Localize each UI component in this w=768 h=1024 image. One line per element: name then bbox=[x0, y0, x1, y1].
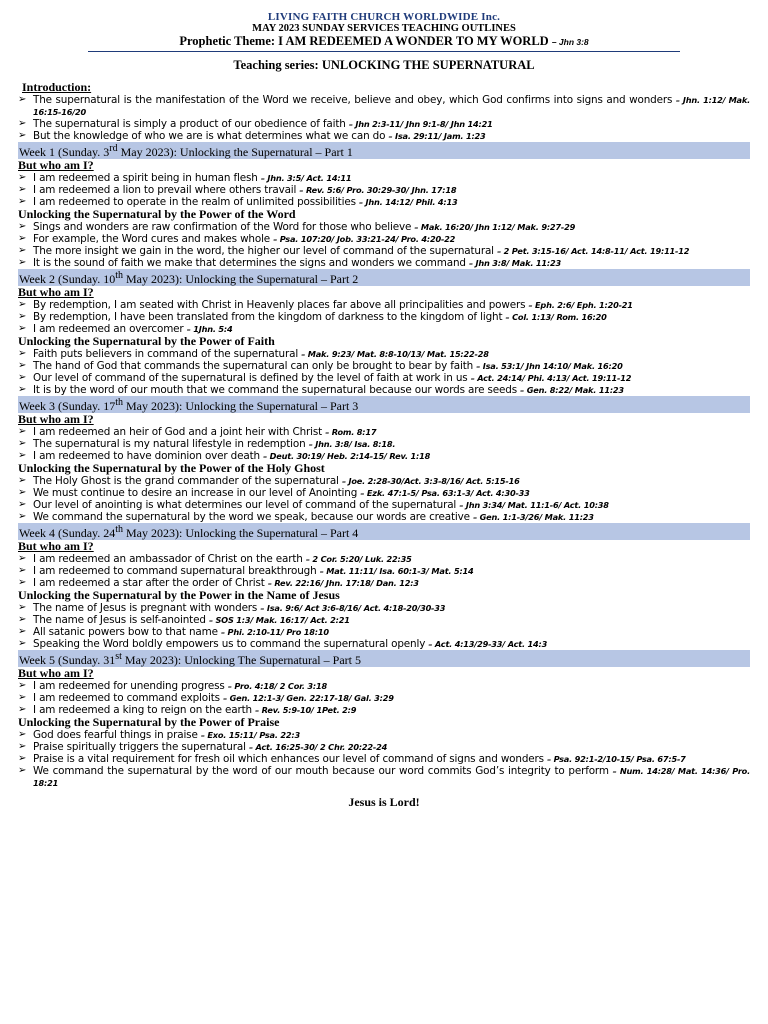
arrow-bullet-icon: ➢ bbox=[18, 729, 27, 740]
week-day-suffix: th bbox=[115, 397, 124, 408]
bullet-text bbox=[33, 94, 750, 118]
scripture-reference: – Isa. 9:6/ Act 3:6-8/16/ Act. 4:18-20/30-33 bbox=[260, 603, 446, 613]
bullet-statement: The Holy Ghost is the grand commander of the supernatural bbox=[33, 475, 339, 487]
bullet-item bbox=[18, 372, 750, 384]
week-heading-start: Week 3 (Sunday. 17 bbox=[19, 399, 116, 413]
bullet-statement: For example, the Word cures and makes whole bbox=[33, 233, 271, 245]
theme-text: I AM REDEEMED A WONDER TO MY WORLD bbox=[278, 34, 549, 48]
bullet-text bbox=[33, 614, 750, 626]
bullet-statement: I am redeemed an ambassador of Christ on the earth bbox=[33, 553, 303, 565]
arrow-bullet-icon: ➢ bbox=[18, 172, 27, 183]
arrow-bullet-icon: ➢ bbox=[18, 311, 27, 322]
bullet-text bbox=[33, 729, 750, 741]
bullet-text bbox=[33, 384, 750, 396]
arrow-bullet-icon: ➢ bbox=[18, 692, 27, 703]
bullet-item bbox=[18, 311, 750, 323]
bullet-statement: Our level of anointing is what determines our level of command of the supernatural bbox=[33, 499, 457, 511]
bullet-text bbox=[33, 233, 750, 245]
bullet-item bbox=[18, 348, 750, 360]
bullet-statement: But the knowledge of who we are is what determines what we can do bbox=[33, 130, 386, 142]
section-heading: Unlocking the Supernatural by the Power of the Holy Ghost bbox=[18, 461, 325, 475]
week-heading-start: Week 2 (Sunday. 10 bbox=[19, 272, 116, 286]
scripture-reference: – 1Jhn. 5:4 bbox=[186, 324, 233, 334]
bullet-text bbox=[33, 487, 750, 499]
theme-reference: – Jhn 3:8 bbox=[551, 37, 589, 47]
bullet-item bbox=[18, 511, 750, 523]
scripture-reference: – Gen. 8:22/ Mak. 11:23 bbox=[520, 385, 624, 395]
bullet-statement: The supernatural is my natural lifestyle in redemption bbox=[33, 438, 306, 450]
scripture-reference: – Phi. 2:10-11/ Pro 18:10 bbox=[221, 627, 329, 637]
scripture-reference: – SOS 1:3/ Mak. 16:17/ Act. 2:21 bbox=[208, 615, 350, 625]
bullet-text bbox=[33, 299, 750, 311]
bullet-text bbox=[33, 184, 750, 196]
bullet-statement: The supernatural is simply a product of our obedience of faith bbox=[33, 118, 346, 130]
bullet-text bbox=[33, 741, 750, 753]
scripture-reference: – 2 Pet. 3:15-16/ Act. 14:8-11/ Act. 19:11-12 bbox=[497, 246, 690, 256]
bullet-text bbox=[33, 765, 750, 789]
bullet-text bbox=[33, 553, 750, 565]
week-day-suffix: th bbox=[115, 524, 124, 535]
document-subtitle: MAY 2023 SUNDAY SERVICES TEACHING OUTLINES bbox=[252, 23, 516, 34]
bullet-statement: I am redeemed to operate in the realm of unlimited possibilities bbox=[33, 196, 356, 208]
bullet-item bbox=[18, 729, 750, 741]
bullet-item bbox=[18, 692, 750, 704]
arrow-bullet-icon: ➢ bbox=[18, 118, 27, 129]
bullet-statement: All satanic powers bow to that name bbox=[33, 626, 218, 638]
arrow-bullet-icon: ➢ bbox=[18, 704, 27, 715]
introduction-heading: Introduction: bbox=[22, 80, 92, 94]
arrow-bullet-icon: ➢ bbox=[18, 614, 27, 625]
weeks-container bbox=[18, 142, 750, 789]
week-heading-start: Week 5 (Sunday. 31 bbox=[19, 653, 116, 667]
scripture-reference: – Jhn. 3:5/ Act. 14:11 bbox=[260, 173, 352, 183]
bullet-statement: I am redeemed to command exploits bbox=[33, 692, 220, 704]
scripture-reference: – Eph. 2:6/ Eph. 1:20-21 bbox=[528, 300, 633, 310]
scripture-reference: – Rev. 5:6/ Pro. 30:29-30/ Jhn. 17:18 bbox=[299, 185, 457, 195]
bullet-item bbox=[18, 614, 750, 626]
section-heading: Unlocking the Supernatural by the Power of Faith bbox=[18, 334, 275, 348]
teaching-outline-page bbox=[18, 12, 750, 810]
bullet-statement: I am redeemed a lion to prevail where others travail bbox=[33, 184, 297, 196]
arrow-bullet-icon: ➢ bbox=[18, 257, 27, 268]
scripture-reference: – Psa. 107:20/ Job. 33:21-24/ Pro. 4:20-22 bbox=[273, 234, 456, 244]
bullet-text bbox=[33, 475, 750, 487]
bullet-text bbox=[33, 118, 750, 130]
who-am-i-heading: But who am I? bbox=[18, 666, 94, 680]
scripture-reference: – Deut. 30:19/ Heb. 2:14-15/ Rev. 1:18 bbox=[263, 451, 431, 461]
scripture-reference: – Act. 16:25-30/ 2 Chr. 20:22-24 bbox=[248, 742, 388, 752]
bullet-item bbox=[18, 680, 750, 692]
scripture-reference: – Num. 14:28/ Mat. 14:36/ Pro. 18:21 bbox=[33, 766, 751, 788]
arrow-bullet-icon: ➢ bbox=[18, 196, 27, 207]
bullet-statement: I am redeemed a king to reign on the earth bbox=[33, 704, 252, 716]
week-heading-start: Week 4 (Sunday. 24 bbox=[19, 526, 116, 540]
arrow-bullet-icon: ➢ bbox=[18, 372, 27, 383]
bullet-statement: Speaking the Word boldly empowers us to command the supernatural openly bbox=[33, 638, 426, 650]
bullet-item bbox=[18, 741, 750, 753]
bullet-statement: The name of Jesus is pregnant with wonders bbox=[33, 602, 258, 614]
scripture-reference: – Act. 24:14/ Phi. 4:13/ Act. 19:11-12 bbox=[470, 373, 632, 383]
bullet-item bbox=[18, 438, 750, 450]
bullet-item bbox=[18, 233, 750, 245]
scripture-reference: – Act. 4:13/29-33/ Act. 14:3 bbox=[428, 639, 548, 649]
bullet-item bbox=[18, 130, 750, 142]
bullet-text bbox=[33, 565, 750, 577]
week-heading bbox=[18, 523, 750, 540]
section-heading: Unlocking the Supernatural by the Power of the Word bbox=[18, 207, 296, 221]
bullet-text bbox=[33, 172, 750, 184]
scripture-reference: – Mak. 16:20/ Jhn 1:12/ Mak. 9:27-29 bbox=[414, 222, 576, 232]
bullet-text bbox=[33, 499, 750, 511]
scripture-reference: – Jhn. 3:8/ Isa. 8:18. bbox=[308, 439, 396, 449]
scripture-reference: – 2 Cor. 5:20/ Luk. 22:35 bbox=[305, 554, 412, 564]
bullet-statement: It is the sound of faith we make that determines the signs and wonders we command bbox=[33, 257, 466, 269]
week-heading-end: May 2023): Unlocking The Supernatural – Part 5 bbox=[121, 653, 361, 667]
arrow-bullet-icon: ➢ bbox=[18, 487, 27, 498]
teaching-series bbox=[18, 58, 750, 73]
arrow-bullet-icon: ➢ bbox=[18, 475, 27, 486]
arrow-bullet-icon: ➢ bbox=[18, 384, 27, 395]
bullet-text bbox=[33, 245, 750, 257]
bullet-item bbox=[18, 626, 750, 638]
bullet-statement: I am redeemed a spirit being in human flesh bbox=[33, 172, 258, 184]
scripture-reference: – Isa. 29:11/ Jam. 1:23 bbox=[388, 131, 486, 141]
bullet-item bbox=[18, 499, 750, 511]
bullet-statement: I am redeemed a star after the order of Christ bbox=[33, 577, 265, 589]
arrow-bullet-icon: ➢ bbox=[18, 511, 27, 522]
bullet-statement: God does fearful things in praise bbox=[33, 729, 198, 741]
arrow-bullet-icon: ➢ bbox=[18, 360, 27, 371]
arrow-bullet-icon: ➢ bbox=[18, 233, 27, 244]
bullet-item bbox=[18, 221, 750, 233]
bullet-statement: By redemption, I am seated with Christ in Heavenly places far above all principalities and powers bbox=[33, 299, 526, 311]
bullet-statement: Our level of command of the supernatural is defined by the level of faith at work in us bbox=[33, 372, 468, 384]
bullet-text bbox=[33, 692, 750, 704]
bullet-text bbox=[33, 626, 750, 638]
bullet-statement: The more insight we gain in the word, the higher our level of command of the supernatural bbox=[33, 245, 494, 257]
bullet-item bbox=[18, 172, 750, 184]
bullet-item bbox=[18, 257, 750, 269]
bullet-statement: Praise is a vital requirement for fresh oil which enhances our level of command of signs and wonders bbox=[33, 753, 544, 765]
arrow-bullet-icon: ➢ bbox=[18, 577, 27, 588]
week-heading bbox=[18, 142, 750, 159]
scripture-reference: – Rom. 8:17 bbox=[325, 427, 377, 437]
bullet-statement: It is by the word of our mouth that we command the supernatural because our words are seeds bbox=[33, 384, 517, 396]
bullet-statement: I am redeemed an overcomer bbox=[33, 323, 184, 335]
week-day-suffix: th bbox=[115, 270, 124, 281]
bullet-text bbox=[33, 680, 750, 692]
week-heading bbox=[18, 396, 750, 413]
introduction-list bbox=[18, 94, 750, 142]
bullet-text bbox=[33, 372, 750, 384]
scripture-reference: – Exo. 15:11/ Psa. 22:3 bbox=[200, 730, 300, 740]
week-heading-end: May 2023): Unlocking the Supernatural – Part 2 bbox=[123, 272, 359, 286]
bullet-text bbox=[33, 638, 750, 650]
week-heading-end: May 2023): Unlocking the Supernatural – Part 3 bbox=[123, 399, 359, 413]
arrow-bullet-icon: ➢ bbox=[18, 450, 27, 461]
scripture-reference: – Jhn. 14:12/ Phil. 4:13 bbox=[359, 197, 458, 207]
scripture-reference: – Jhn 3:34/ Mat. 11:1-6/ Act. 10:38 bbox=[459, 500, 609, 510]
bullet-item bbox=[18, 553, 750, 565]
bullet-statement: By redemption, I have been translated from the kingdom of darkness to the kingdom of light bbox=[33, 311, 503, 323]
bullet-text bbox=[33, 426, 750, 438]
who-am-i-heading: But who am I? bbox=[18, 412, 94, 426]
arrow-bullet-icon: ➢ bbox=[18, 245, 27, 256]
series-text: UNLOCKING THE SUPERNATURAL bbox=[321, 58, 535, 72]
bullet-statement: We command the supernatural by the word of our mouth because our word commits God’s integrity to perform bbox=[33, 765, 609, 777]
series-label: Teaching series: bbox=[233, 58, 319, 72]
bullet-statement: I am redeemed to command supernatural breakthrough bbox=[33, 565, 317, 577]
bullet-item bbox=[18, 638, 750, 650]
bullet-item bbox=[18, 602, 750, 614]
bullet-statement: I am redeemed an heir of God and a joint heir with Christ bbox=[33, 426, 323, 438]
bullet-statement: I am redeemed for unending progress bbox=[33, 680, 225, 692]
scripture-reference: – Col. 1:13/ Rom. 16:20 bbox=[505, 312, 607, 322]
arrow-bullet-icon: ➢ bbox=[18, 184, 27, 195]
arrow-bullet-icon: ➢ bbox=[18, 553, 27, 564]
bullet-item bbox=[18, 565, 750, 577]
arrow-bullet-icon: ➢ bbox=[18, 680, 27, 691]
bullet-statement: Sings and wonders are raw confirmation of the Word for those who believe bbox=[33, 221, 412, 233]
bullet-statement: Faith puts believers in command of the supernatural bbox=[33, 348, 299, 360]
bullet-text bbox=[33, 753, 750, 765]
church-name: LIVING FAITH CHURCH WORLDWIDE Inc. bbox=[267, 11, 501, 23]
scripture-reference: – Mat. 11:11/ Isa. 60:1-3/ Mat. 5:14 bbox=[319, 566, 474, 576]
bullet-item bbox=[18, 765, 750, 789]
who-am-i-heading: But who am I? bbox=[18, 285, 94, 299]
bullet-statement: We command the supernatural by the word we speak, because our words are creative bbox=[33, 511, 470, 523]
bullet-item bbox=[18, 245, 750, 257]
bullet-item bbox=[18, 384, 750, 396]
bullet-statement: The name of Jesus is self-anointed bbox=[33, 614, 206, 626]
section-heading: Unlocking the Supernatural by the Power in the Name of Jesus bbox=[18, 588, 340, 602]
arrow-bullet-icon: ➢ bbox=[18, 438, 27, 449]
bullet-item bbox=[18, 475, 750, 487]
arrow-bullet-icon: ➢ bbox=[18, 426, 27, 437]
arrow-bullet-icon: ➢ bbox=[18, 753, 27, 764]
bullet-statement: We must continue to desire an increase in our level of Anointing bbox=[33, 487, 358, 499]
bullet-text bbox=[33, 311, 750, 323]
week-heading-start: Week 1 (Sunday. 3 bbox=[19, 145, 110, 159]
arrow-bullet-icon: ➢ bbox=[18, 348, 27, 359]
arrow-bullet-icon: ➢ bbox=[18, 638, 27, 649]
bullet-text bbox=[33, 257, 750, 269]
arrow-bullet-icon: ➢ bbox=[18, 602, 27, 613]
scripture-reference: – Ezk. 47:1-5/ Psa. 63:1-3/ Act. 4:30-33 bbox=[360, 488, 530, 498]
who-am-i-heading: But who am I? bbox=[18, 158, 94, 172]
scripture-reference: – Isa. 53:1/ Jhn 14:10/ Mak. 16:20 bbox=[476, 361, 623, 371]
scripture-reference: – Jhn 3:8/ Mak. 11:23 bbox=[469, 258, 561, 268]
scripture-reference: – Joe. 2:28-30/Act. 3:3-8/16/ Act. 5:15-16 bbox=[341, 476, 520, 486]
scripture-reference: – Rev. 22:16/ Jhn. 17:18/ Dan. 12:3 bbox=[267, 578, 419, 588]
header-divider bbox=[88, 51, 680, 52]
bullet-statement: Praise spiritually triggers the supernatural bbox=[33, 741, 246, 753]
week-day-suffix: rd bbox=[109, 143, 118, 154]
closing-line: Jesus is Lord! bbox=[348, 795, 420, 809]
bullet-statement: The hand of God that commands the supernatural can only be brought to bear by faith bbox=[33, 360, 474, 372]
bullet-item bbox=[18, 753, 750, 765]
arrow-bullet-icon: ➢ bbox=[18, 565, 27, 576]
scripture-reference: – Gen. 12:1-3/ Gen. 22:17-18/ Gal. 3:29 bbox=[223, 693, 394, 703]
arrow-bullet-icon: ➢ bbox=[18, 130, 27, 141]
arrow-bullet-icon: ➢ bbox=[18, 221, 27, 232]
bullet-item bbox=[18, 426, 750, 438]
bullet-text bbox=[33, 221, 750, 233]
theme-label: Prophetic Theme: bbox=[179, 34, 276, 48]
arrow-bullet-icon: ➢ bbox=[18, 323, 27, 334]
bullet-statement: I am redeemed to have dominion over death bbox=[33, 450, 260, 462]
bullet-text bbox=[33, 348, 750, 360]
bullet-text bbox=[33, 360, 750, 372]
arrow-bullet-icon: ➢ bbox=[18, 299, 27, 310]
bullet-text bbox=[33, 511, 750, 523]
week-heading-end: May 2023): Unlocking the Supernatural – Part 4 bbox=[123, 526, 359, 540]
arrow-bullet-icon: ➢ bbox=[18, 626, 27, 637]
section-heading: Unlocking the Supernatural by the Power of Praise bbox=[18, 715, 280, 729]
arrow-bullet-icon: ➢ bbox=[18, 765, 27, 776]
who-am-i-heading: But who am I? bbox=[18, 539, 94, 553]
arrow-bullet-icon: ➢ bbox=[18, 94, 27, 105]
week-heading bbox=[18, 269, 750, 286]
arrow-bullet-icon: ➢ bbox=[18, 741, 27, 752]
bullet-item bbox=[18, 487, 750, 499]
document-header bbox=[18, 12, 750, 52]
week-heading bbox=[18, 650, 750, 667]
scripture-reference: – Jhn. 1:12/ Mak. 16:15-16/20 bbox=[33, 95, 751, 117]
bullet-statement: The supernatural is the manifestation of the Word we receive, believe and obey, which God confirms into signs and wonders bbox=[33, 94, 673, 106]
scripture-reference: – Jhn 2:3-11/ Jhn 9:1-8/ Jhn 14:21 bbox=[348, 119, 493, 129]
bullet-item bbox=[18, 184, 750, 196]
week-heading-end: May 2023): Unlocking the Supernatural – Part 1 bbox=[117, 145, 353, 159]
bullet-item bbox=[18, 118, 750, 130]
scripture-reference: – Gen. 1:1-3/26/ Mak. 11:23 bbox=[473, 512, 594, 522]
scripture-reference: – Mak. 9:23/ Mat. 8:8-10/13/ Mat. 15:22-28 bbox=[301, 349, 489, 359]
scripture-reference: – Pro. 4:18/ 2 Cor. 3:18 bbox=[227, 681, 327, 691]
bullet-item bbox=[18, 360, 750, 372]
bullet-item bbox=[18, 299, 750, 311]
week-day-suffix: st bbox=[115, 651, 122, 662]
bullet-item bbox=[18, 94, 750, 118]
bullet-text bbox=[33, 602, 750, 614]
arrow-bullet-icon: ➢ bbox=[18, 499, 27, 510]
scripture-reference: – Psa. 92:1-2/10-15/ Psa. 67:5-7 bbox=[547, 754, 686, 764]
bullet-text bbox=[33, 130, 750, 142]
prophetic-theme bbox=[18, 34, 750, 49]
scripture-reference: – Rev. 5:9-10/ 1Pet. 2:9 bbox=[255, 705, 357, 715]
bullet-text bbox=[33, 438, 750, 450]
